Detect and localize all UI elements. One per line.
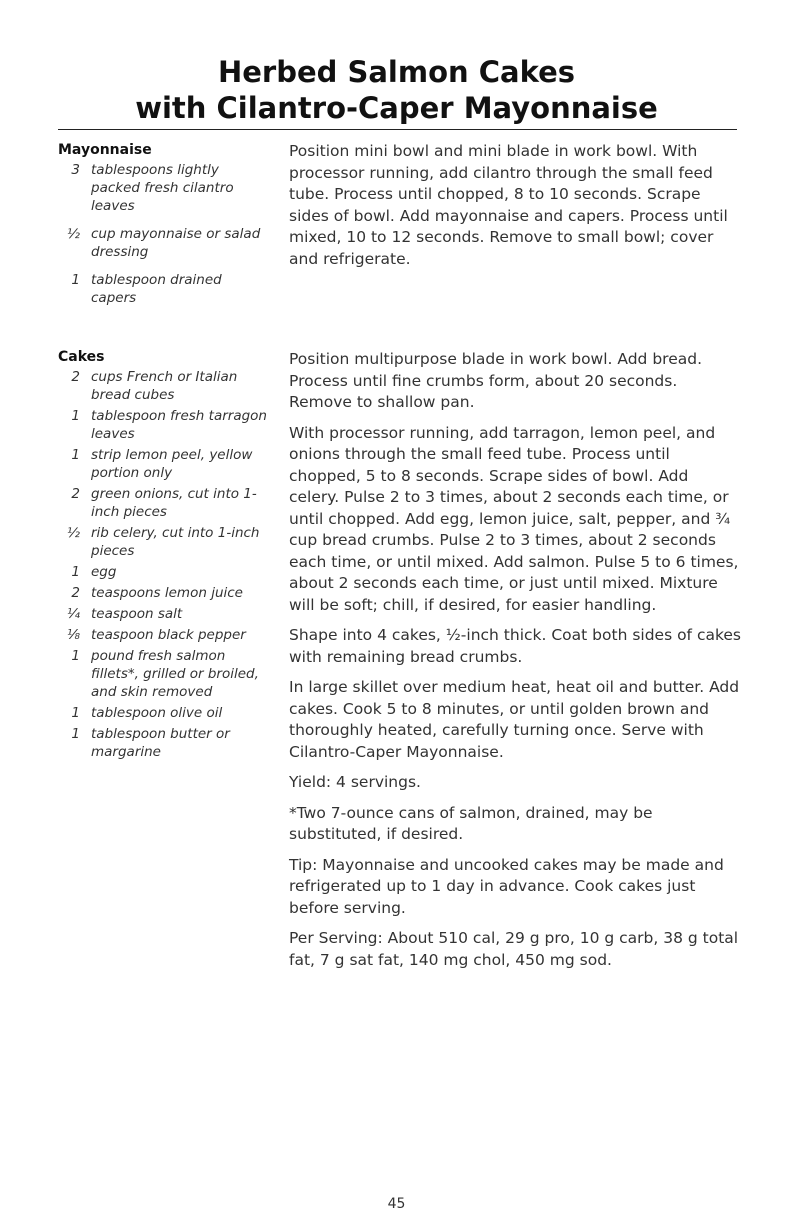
cakes-heading: Cakes bbox=[58, 349, 105, 365]
ingredient-quantity: ¼ bbox=[66, 606, 80, 622]
direction-paragraph: Position mini bowl and mini blade in work bowl. With processor running, add cilantro through the small feed tube. Process until chopped, 8 to 10 seconds. Scrape sides of bowl. Add mayonnaise and capers. Process until mixed, 10 to 12 seconds. Remove to small bowl; cover and refrigerate. bbox=[289, 142, 728, 268]
ingredient-item bbox=[58, 563, 268, 581]
ingredient-quantity: 2 bbox=[71, 486, 80, 502]
nutrition-text: Per Serving: About 510 cal, 29 g pro, 10 g carb, 38 g total fat, 7 g sat fat, 140 mg chol, 450 mg sod. bbox=[289, 929, 739, 969]
ingredient-text: strip lemon peel, yellow portion only bbox=[91, 447, 253, 481]
ingredient-text: cup mayonnaise or salad dressing bbox=[91, 226, 261, 260]
page-number: 45 bbox=[387, 1196, 406, 1212]
ingredient-quantity: 1 bbox=[71, 726, 80, 742]
footnote-text: *Two 7-ounce cans of salmon, drained, may be substituted, if desired. bbox=[289, 803, 653, 843]
ingredient-text: tablespoon butter or margarine bbox=[91, 726, 230, 760]
mayonnaise-heading: Mayonnaise bbox=[58, 142, 152, 158]
ingredient-item bbox=[58, 605, 268, 623]
ingredient-quantity: 1 bbox=[71, 564, 80, 580]
direction-paragraph: With processor running, add tarragon, lemon peel, and onions through the small feed tube. Process until chopped, 5 to 8 seconds. Scrape sides of bowl. Add celery. Pulse 2 to 3 times, about 2 seconds each time, or until chopped. Add egg, lemon juice, salt, pepper, and ¾ cup bread crumbs. Pulse 2 to 3 times, about 2 seconds each time, or until mixed. Add salmon. Pulse 5 to 6 times, about 2 seconds each time, or just until mixed. Mixture will be soft; chill, if desired, for easier handling. bbox=[289, 423, 739, 614]
ingredient-item bbox=[58, 647, 268, 701]
ingredient-text: tablespoon drained capers bbox=[91, 272, 222, 306]
ingredient-text: tablespoon olive oil bbox=[91, 705, 223, 721]
ingredient-text: rib celery, cut into 1-inch pieces bbox=[91, 525, 260, 559]
ingredient-item bbox=[58, 161, 268, 215]
ingredient-quantity: ½ bbox=[66, 226, 80, 242]
mayonnaise-ingredient-list bbox=[58, 161, 268, 307]
recipe-title-line-2: with Cilantro-Caper Mayonnaise bbox=[135, 91, 658, 125]
ingredient-quantity: 1 bbox=[71, 705, 80, 721]
yield-text: Yield: 4 servings. bbox=[289, 773, 421, 791]
ingredient-text: tablespoon fresh tarragon leaves bbox=[91, 408, 267, 442]
direction-paragraph: Shape into 4 cakes, ½-inch thick. Coat both sides of cakes with remaining bread crumbs. bbox=[289, 626, 741, 666]
mayonnaise-directions bbox=[289, 141, 741, 279]
ingredient-text: egg bbox=[91, 564, 117, 580]
ingredient-item bbox=[58, 524, 268, 560]
ingredient-item bbox=[58, 446, 268, 482]
recipe-title-line-1: Herbed Salmon Cakes bbox=[217, 55, 576, 89]
ingredient-text: green onions, cut into 1-inch pieces bbox=[91, 486, 257, 520]
tip-text: Tip: Mayonnaise and uncooked cakes may be made and refrigerated up to 1 day in advance. Cook cakes just before serving. bbox=[289, 855, 724, 917]
ingredient-item bbox=[58, 407, 268, 443]
ingredient-text: cups French or Italian bread cubes bbox=[91, 369, 238, 403]
ingredient-item bbox=[58, 626, 268, 644]
cakes-directions bbox=[289, 349, 741, 980]
cakes-ingredient-list bbox=[58, 368, 268, 761]
direction-paragraph: In large skillet over medium heat, heat oil and butter. Add cakes. Cook 5 to 8 minutes, or until golden brown and thoroughly heated, carefully turning once. Serve with Cilantro-Caper Mayonnaise. bbox=[289, 678, 740, 761]
recipe-title bbox=[0, 54, 793, 126]
ingredient-quantity: 2 bbox=[71, 369, 80, 385]
ingredient-item bbox=[58, 725, 268, 761]
title-divider bbox=[58, 129, 737, 130]
ingredient-quantity: 1 bbox=[71, 447, 80, 463]
ingredient-text: teaspoon black pepper bbox=[91, 627, 246, 643]
ingredient-text: teaspoons lemon juice bbox=[91, 585, 243, 601]
ingredient-quantity: 2 bbox=[71, 585, 80, 601]
ingredient-text: pound fresh salmon fillets*, grilled or broiled, and skin removed bbox=[91, 648, 259, 700]
ingredient-quantity: ⅛ bbox=[66, 627, 80, 643]
ingredient-item bbox=[58, 704, 268, 722]
ingredient-item bbox=[58, 225, 268, 261]
ingredient-item bbox=[58, 485, 268, 521]
ingredient-quantity: 1 bbox=[71, 648, 80, 664]
ingredient-quantity: ½ bbox=[66, 525, 80, 541]
ingredient-text: tablespoons lightly packed fresh cilantro leaves bbox=[91, 162, 234, 214]
ingredient-quantity: 1 bbox=[71, 272, 80, 288]
direction-paragraph: Position multipurpose blade in work bowl. Add bread. Process until fine crumbs form, about 20 seconds. Remove to shallow pan. bbox=[289, 350, 702, 411]
ingredient-item bbox=[58, 368, 268, 404]
ingredient-text: teaspoon salt bbox=[91, 606, 183, 622]
ingredient-item bbox=[58, 584, 268, 602]
ingredient-quantity: 1 bbox=[71, 408, 80, 424]
ingredient-item bbox=[58, 271, 268, 307]
ingredient-quantity: 3 bbox=[71, 162, 80, 178]
